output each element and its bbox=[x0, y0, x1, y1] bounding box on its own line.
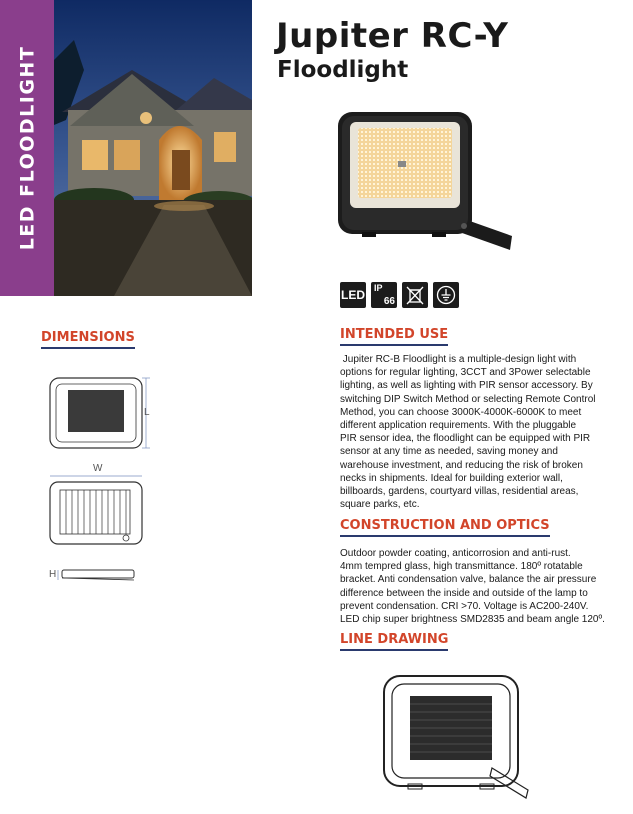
ip-badge-top: IP bbox=[374, 283, 383, 293]
line-drawing-heading: LINE DRAWING bbox=[340, 632, 448, 651]
ip-badge-bottom: 66 bbox=[383, 296, 395, 307]
construction-heading: CONSTRUCTION AND OPTICS bbox=[340, 518, 550, 537]
intended-use-line: switching DIP Switch Method or selecting Remote Control bbox=[340, 393, 596, 405]
intended-use-line: lighting, as well as lighting with PIR sensor accessory. By bbox=[340, 380, 593, 392]
weee-bin-icon bbox=[402, 282, 428, 308]
construction-line: prevent condensation. CRI >70. Voltage is AC200-240V. bbox=[340, 600, 589, 612]
construction-line: Outdoor powder coating, anticorrosion and anti-rust. bbox=[340, 548, 571, 559]
sidebar-label: LED FLOODLIGHT bbox=[16, 45, 38, 251]
intended-use-line: options for regular lighting, 3CCT and 3Power selectable bbox=[340, 367, 591, 379]
construction-line: difference between the inside and outside of the lamp to bbox=[340, 587, 588, 599]
intended-use-heading: INTENDED USE bbox=[340, 327, 448, 346]
ground-symbol-icon bbox=[433, 282, 459, 308]
page-title: Jupiter RC-Y bbox=[276, 16, 509, 56]
dimensions-heading: DIMENSIONS bbox=[41, 330, 135, 349]
dimension-drawings bbox=[38, 370, 162, 590]
dimension-label-l: L bbox=[144, 407, 150, 418]
intended-use-line: square parks, etc. bbox=[340, 499, 420, 511]
product-image bbox=[332, 106, 516, 262]
house-photo bbox=[54, 0, 252, 296]
page-subtitle: Floodlight bbox=[277, 57, 409, 83]
intended-use-line: different application requirements. With the pluggable bbox=[340, 420, 577, 432]
sidebar-label-wrap bbox=[0, 0, 54, 296]
led-badge-text: LED bbox=[341, 288, 365, 302]
dimension-label-w: W bbox=[93, 463, 103, 474]
certification-icons bbox=[340, 282, 459, 308]
intended-use-line: Method, you can choose 3000K-4000K-6000K to meet bbox=[340, 406, 582, 418]
intended-use-line: sensor at any time as needed, saving money and bbox=[340, 446, 558, 458]
line-drawing-illustration bbox=[380, 672, 530, 800]
ip66-badge-icon bbox=[371, 282, 397, 308]
led-badge-icon bbox=[340, 282, 366, 308]
intended-use-line: warehouse investment, and reducing the risk of broken bbox=[340, 459, 583, 471]
intended-use-line: necks in shipments. Ideal for building exterior wall, bbox=[340, 472, 563, 484]
intended-use-line: Jupiter RC-B Floodlight is a multiple-design light with bbox=[340, 354, 577, 365]
construction-paragraph bbox=[340, 547, 610, 626]
intended-use-line: PIR sensor idea, the floodlight can be equipped with PIR bbox=[340, 433, 591, 445]
construction-line: 4mm tempred glass, high transmittance. 180º rotatable bbox=[340, 561, 583, 573]
dimension-label-h: H bbox=[49, 569, 57, 580]
intended-use-paragraph bbox=[340, 353, 610, 511]
intended-use-line: billboards, gardens, courtyard villas, residential areas, bbox=[340, 486, 579, 498]
construction-line: LED chip super brightness SMD2835 and beam angle 120º. bbox=[340, 614, 605, 626]
construction-line: bracket. Anti condensation valve, balance the air pressure bbox=[340, 574, 597, 586]
